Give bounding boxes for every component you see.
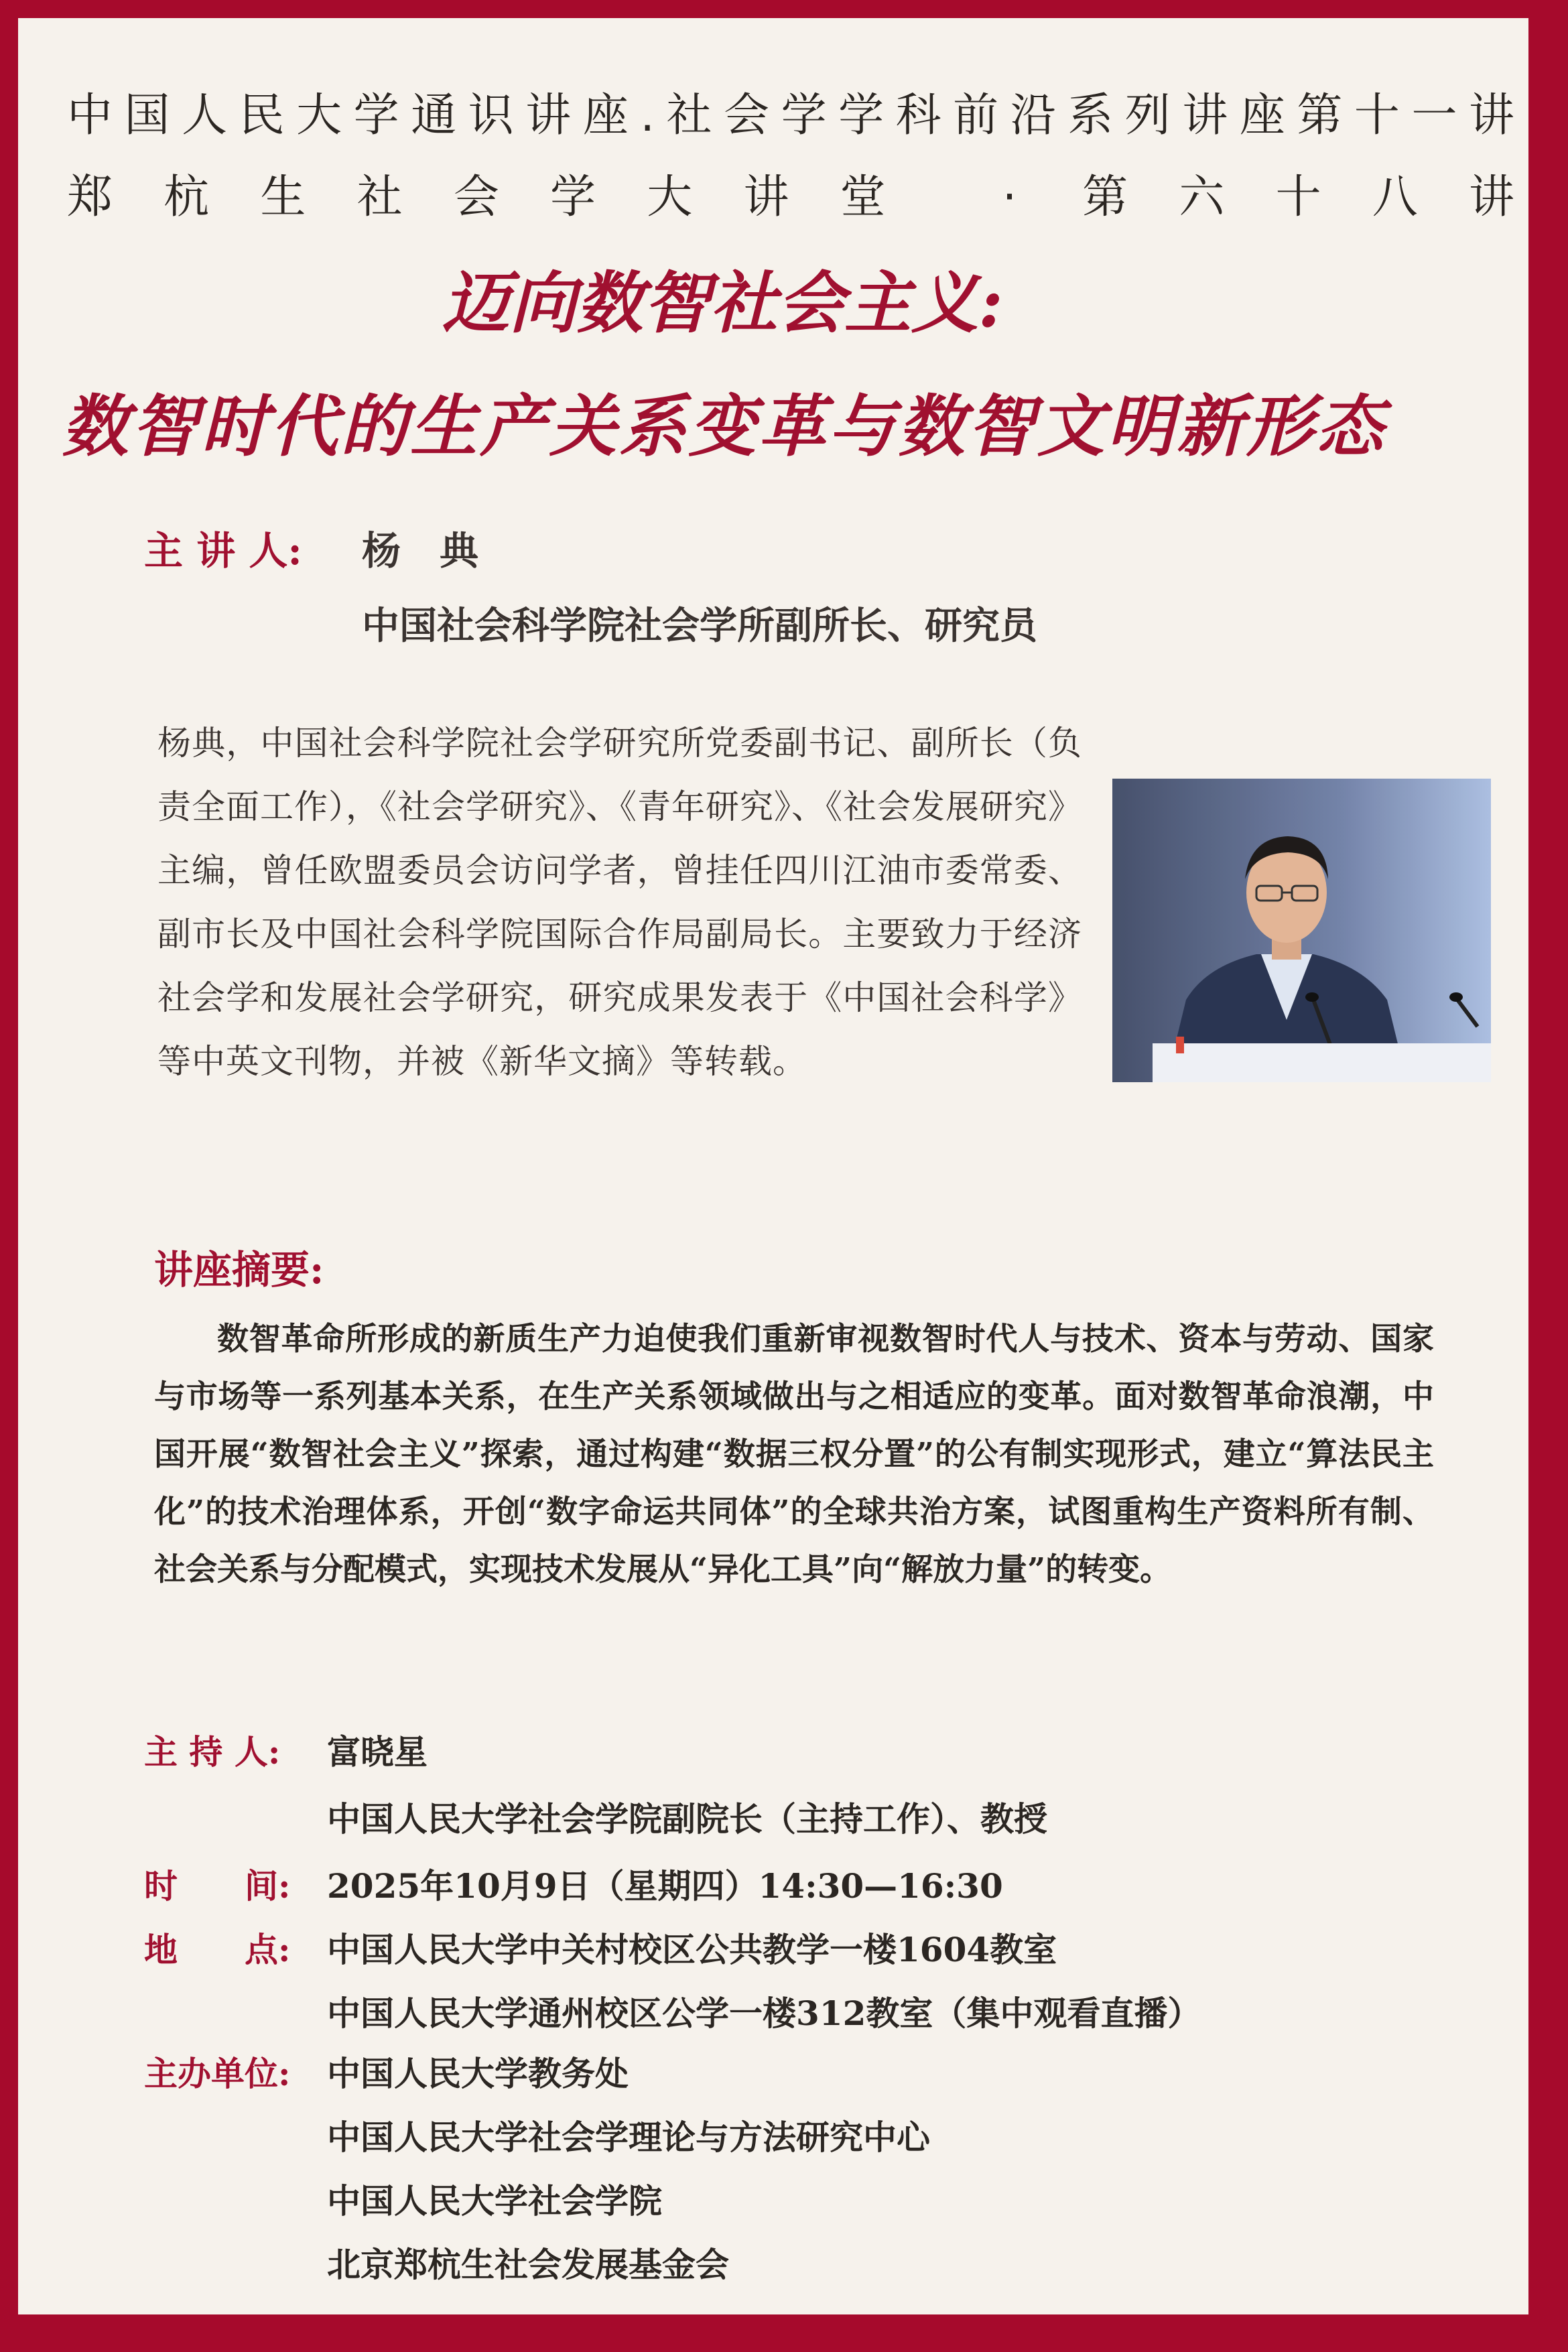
organizers-label: 主办单位:: [144, 2054, 291, 2093]
speaker-affiliation: 中国社会科学院社会学所副所长、研究员: [362, 604, 1037, 648]
host-title: 中国人民大学社会学院副院长（主持工作）、教授: [327, 1799, 1047, 1839]
organizer-item: 中国人民大学社会学理论与方法研究中心: [327, 2117, 930, 2157]
host-name: 富晓星: [327, 1732, 428, 1772]
series-header-line2: 郑杭生社会学大讲堂 · 第六十八讲: [67, 171, 1514, 224]
speaker-bio: 杨典，中国社会科学院社会学研究所党委副书记、副所长（负责全面工作），《社会学研究》、《青年研究》、《社会发展研究》主编，曾任欧盟委员会访问学者，曾挂任四川江油市委常委、副市长及中国社会科学院国际合作局副局长。主要致力于经济社会学和发展社会学研究，研究成果发表于《中国社会科学》等中英文刊物，并被《新华文摘》等转载。: [157, 724, 1082, 1081]
organizer-item: 中国人民大学教务处: [327, 2054, 629, 2093]
speaker-photo: [1112, 779, 1491, 1082]
organizer-item: 北京郑杭生社会发展基金会: [327, 2245, 729, 2284]
place-line2: 中国人民大学通州校区公学一楼312教室（集中观看直播）: [327, 1994, 1201, 2033]
place-line1: 中国人民大学中关村校区公共教学一楼1604教室: [327, 1930, 1057, 1969]
organizer-item: 中国人民大学社会学院: [327, 2181, 662, 2221]
time-value: 2025年10月9日（星期四）14:30—16:30: [327, 1866, 1003, 1906]
abstract-text: 数智革命所形成的新质生产力迫使我们重新审视数智时代人与技术、资本与劳动、国家与市场等一系列基本关系，在生产关系领域做出与之相适应的变革。面对数智革命浪潮，中国开展“数智社会主义”探索，通过构建“数据三权分置”的公有制实现形式，建立“算法民主化”的技术治理体系，开创“数字命运共同体”的全球共治方案，试图重构生产资料所有制、社会关系与分配模式，实现技术发展从“异化工具”向“解放力量”的转变。: [154, 1321, 1434, 1588]
abstract-label: 讲座摘要:: [154, 1247, 324, 1293]
speaker-label: 主 讲 人:: [144, 528, 302, 574]
speaker-name: 杨 典: [362, 528, 479, 574]
lecture-title-line1: 迈向数智社会主义:: [442, 263, 1003, 342]
time-label: 时 间:: [144, 1866, 291, 1906]
speaker-portrait-image: [1112, 779, 1491, 1082]
series-header-line1: 中国人民大学通识讲座.社会学学科前沿系列讲座第十一讲: [67, 89, 1514, 142]
host-label: 主 持 人:: [144, 1732, 281, 1772]
place-label: 地 点:: [144, 1930, 291, 1969]
lecture-title-line2: 数智时代的生产关系变革与数智文明新形态: [62, 387, 1386, 466]
